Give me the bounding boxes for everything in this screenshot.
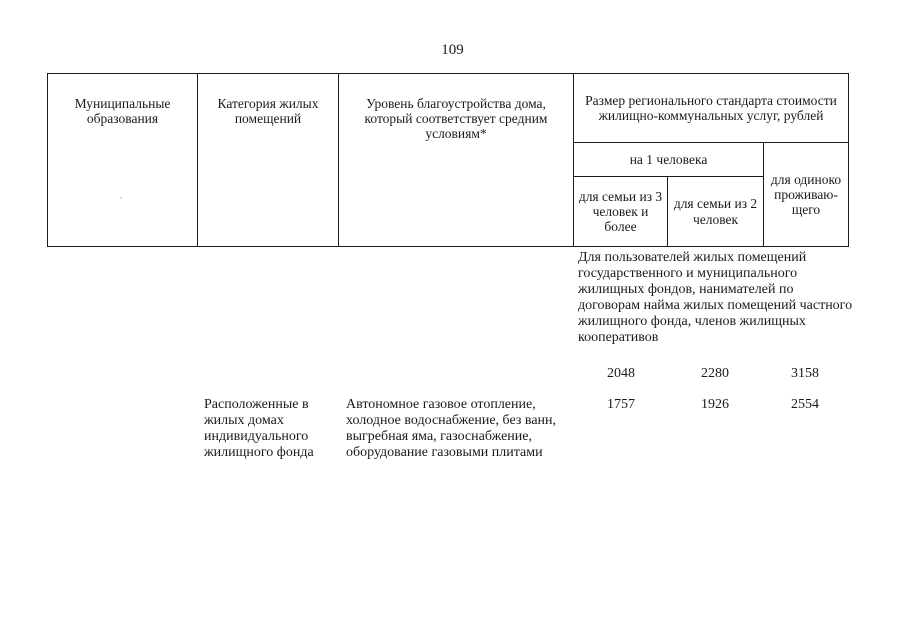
header-level: Уровень благоустройства дома, который соответствует средним условиям* <box>339 74 574 247</box>
row-2-level: Автономное газовое отопление, холодное водоснабжение, без ванн, выгребная яма, газоснабжение, оборудование газовыми плитами <box>346 397 557 460</box>
header-standard: Размер регионального стандарта стоимости жилищно-коммунальных услуг, рублей <box>574 74 849 143</box>
header-family-3: для семьи из 3 человек и более <box>574 177 668 247</box>
page-number: 109 <box>441 42 464 58</box>
row-2-single: 2554 <box>791 397 819 412</box>
row-1-family-2: 2280 <box>701 366 729 381</box>
row-2-category: Расположенные в жилых домах индивидуального жилищного фонда <box>204 397 314 460</box>
header-municipal: Муниципальные образования <box>48 74 198 247</box>
header-category: Категория жилых помещений <box>198 74 339 247</box>
scan-speck <box>120 197 122 199</box>
row-1-family-3: 2048 <box>607 366 635 381</box>
header-single: для одиноко проживаю-щего <box>764 143 849 247</box>
header-per-person: на 1 человека <box>574 143 764 177</box>
table-header <box>47 73 849 247</box>
header-family-2: для семьи из 2 человек <box>668 177 764 247</box>
section-title: Для пользователей жилых помещений государственного и муниципального жилищных фондов, нанимателей по договорам найма жилых помещений частного жилищного фонда, членов жилищных кооперативов <box>578 250 853 345</box>
row-2-family-3: 1757 <box>607 397 635 412</box>
row-2-family-2: 1926 <box>701 397 729 412</box>
row-1-single: 3158 <box>791 366 819 381</box>
